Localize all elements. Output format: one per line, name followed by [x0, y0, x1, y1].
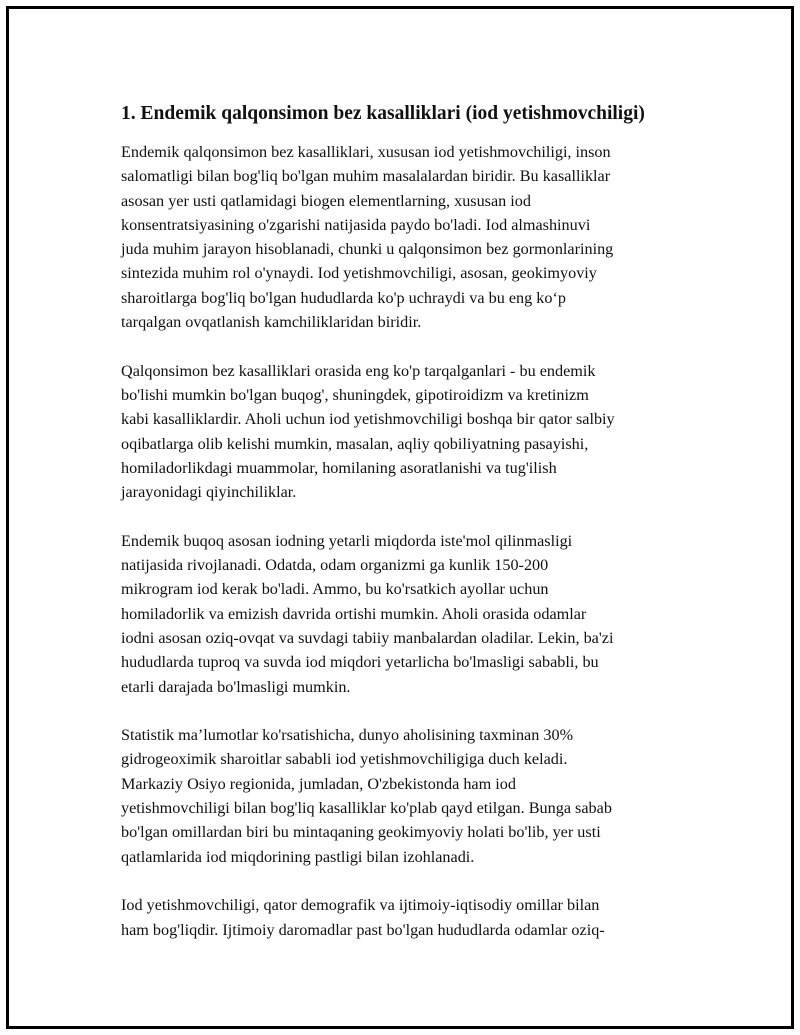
- text-line: homiladorlik va emizish davrida ortishi mumkin. Aholi orasida odamlar: [121, 604, 587, 623]
- text-line: oqibatlarga olib kelishi mumkin, masalan, aqliy qobiliyatning pasayishi,: [121, 434, 589, 453]
- text-line: sintezida muhim rol o'ynaydi. Iod yetishmovchiligi, asosan, geokimyoviy: [121, 264, 597, 283]
- text-line: konsentratsiyasining o'zgarishi natijasida paydo bo'ladi. Iod almashinuvi: [121, 215, 591, 234]
- text-line: iodni asosan oziq-ovqat va suvdagi tabiiy manbalardan oladilar. Lekin, ba'zi: [121, 628, 614, 647]
- page-frame: [6, 6, 794, 1029]
- text-line: sharoitlarga bog'liq bo'lgan hududlarda ko'p uchraydi va bu eng ko‘p: [121, 288, 566, 307]
- text-line: jarayonidagi qiyinchiliklar.: [121, 483, 297, 502]
- text-line: etarli darajada bo'lmasligi mumkin.: [121, 677, 351, 696]
- paragraph-3: [121, 529, 691, 699]
- text-line: homiladorlikdagi muammolar, homilaning asoratlanishi va tug'ilish: [121, 458, 557, 477]
- text-line: bo'lishi mumkin bo'lgan buqog', shuningdek, gipotiroidizm va kretinizm: [121, 385, 589, 404]
- text-line: Iod yetishmovchiligi, qator demografik va ijtimoiy-iqtisodiy omillar bilan: [121, 896, 600, 915]
- text-line: juda muhim jarayon hisoblanadi, chunki u qalqonsimon bez gormonlarining: [121, 240, 614, 259]
- text-line: kabi kasalliklardir. Aholi uchun iod yetishmovchiligi boshqa bir qator salbiy: [121, 410, 615, 429]
- text-line: Statistik ma’lumotlar ko'rsatishicha, dunyo aholisining taxminan 30%: [121, 726, 574, 745]
- text-line: hududlarda tuproq va suvda iod miqdori yetarlicha bo'lmasligi sababli, bu: [121, 653, 599, 672]
- text-line: yetishmovchiligi bilan bog'liq kasalliklar ko'plab qayd etilgan. Bunga sabab: [121, 799, 612, 818]
- text-line: Markaziy Osiyo regionida, jumladan, O'zbekistonda ham iod: [121, 774, 516, 793]
- text-line: gidrogeoximik sharoitlar sababli iod yetishmovchiligiga duch keladi.: [121, 750, 568, 769]
- text-line: salomatligi bilan bog'liq bo'lgan muhim masalalardan biridir. Bu kasalliklar: [121, 167, 611, 186]
- text-line: natijasida rivojlanadi. Odatda, odam organizmi ga kunlik 150-200: [121, 556, 549, 575]
- text-line: ham bog'liqdir. Ijtimoiy daromadlar past bo'lgan hududlarda odamlar oziq-: [121, 920, 605, 939]
- paragraph-1: [121, 140, 691, 334]
- document-body: [121, 101, 691, 966]
- text-line: bo'lgan omillardan biri bu mintaqaning geokimyoviy holati bo'lib, yer usti: [121, 823, 601, 842]
- paragraph-5: [121, 893, 691, 942]
- paragraph-4: [121, 723, 691, 869]
- text-line: Endemik qalqonsimon bez kasalliklari, xususan iod yetishmovchiligi, inson: [121, 143, 611, 161]
- text-line: asosan yer usti qatlamidagi biogen elementlarning, xususan iod: [121, 191, 531, 210]
- text-line: Endemik buqoq asosan iodning yetarli miqdorda iste'mol qilinmasligi: [121, 531, 573, 550]
- text-line: tarqalgan ovqatlanish kamchiliklaridan biridir.: [121, 313, 422, 332]
- text-line: mikrogram iod kerak bo'ladi. Ammo, bu ko'rsatkich ayollar uchun: [121, 580, 549, 599]
- section-heading: 1. Endemik qalqonsimon bez kasalliklari (iod yetishmovchiligi): [121, 103, 645, 124]
- paragraph-2: [121, 359, 691, 505]
- text-line: qatlamlarida iod miqdorining pastligi bilan izohlanadi.: [121, 847, 475, 866]
- text-line: Qalqonsimon bez kasalliklari orasida eng ko'p tarqalganlari - bu endemik: [121, 361, 596, 380]
